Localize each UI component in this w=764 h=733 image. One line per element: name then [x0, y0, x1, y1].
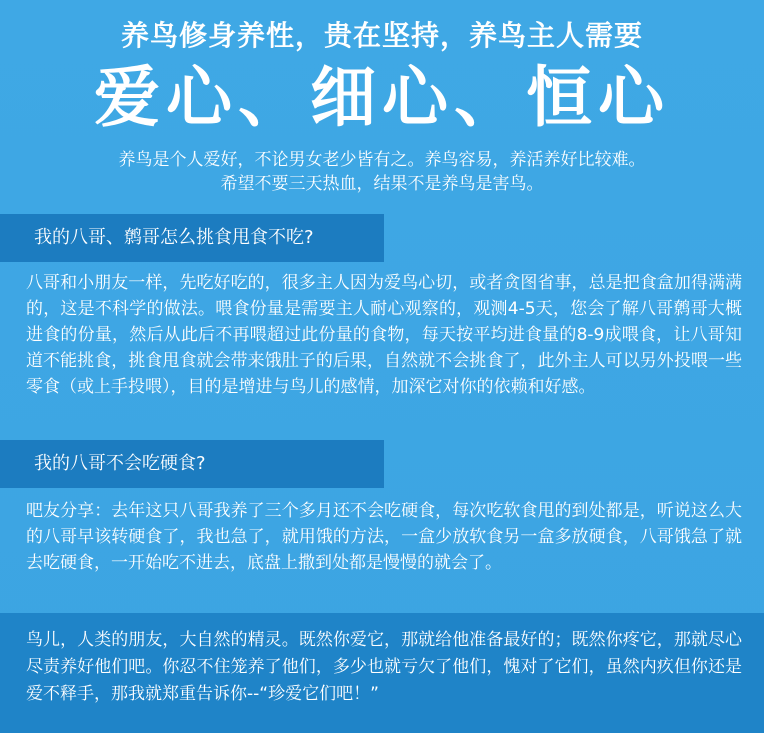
hero-desc-line-1: 养鸟是个人爱好，不论男女老少皆有之。养鸟容易，养活养好比较难。: [118, 150, 646, 170]
hero-desc-line-2: 希望不要三天热血，结果不是养鸟是害鸟。: [220, 174, 544, 194]
hero-headline: 养鸟修身养性，贵在坚持，养鸟主人需要: [120, 19, 643, 52]
question-1: 我的八哥、鹩哥怎么挑食甩食不吃?: [34, 227, 314, 248]
answer-2: 吧友分享：去年这只八哥我养了三个多月还不会吃硬食，每次吃软食甩的到处都是，听说这么大的八哥早该转硬食了，我也急了，就用饿的方法，一盒少放软食另一盒多放硬食，八哥饿急了就去吃硬食，一开始吃不进去，底盘上撒到处都是慢慢的就会了。: [26, 501, 742, 573]
question-bar-2: [0, 440, 384, 488]
question-bar-1: [0, 214, 384, 262]
answer-1: 八哥和小朋友一样，先吃好吃的，很多主人因为爱鸟心切，或者贪图省事，总是把食盒加得满满的，这是不科学的做法。喂食份量是需要主人耐心观察的，观测4-5天，您会了解八哥鹩哥大概进食的份量，然后从此后不再喂超过此份量的食物，每天按平均进食量的8-9成喂食，让八哥知道不能挑食，挑食甩食就会带来饿肚子的后果，自然就不会挑食了，此外主人可以另外投喂一些零食（或上手投喂），目的是增进与鸟儿的感情，加深它对你的依赖和好感。: [26, 273, 742, 397]
footer-band: [0, 613, 764, 733]
question-2: 我的八哥不会吃硬食?: [34, 453, 206, 474]
hero-description: [0, 148, 764, 196]
footer-text: 鸟儿，人类的朋友，大自然的精灵。既然你爱它，那就给他准备最好的；既然你疼它，那就尽心尽责养好他们吧。你忍不住笼养了他们，多少也就亏欠了他们，愧对了它们，虽然内疚但你还是爱不释手，那我就郑重告诉你--“珍爱它们吧！”: [26, 630, 742, 704]
hero-big-title: 爱心、细心、恒心: [94, 59, 670, 136]
